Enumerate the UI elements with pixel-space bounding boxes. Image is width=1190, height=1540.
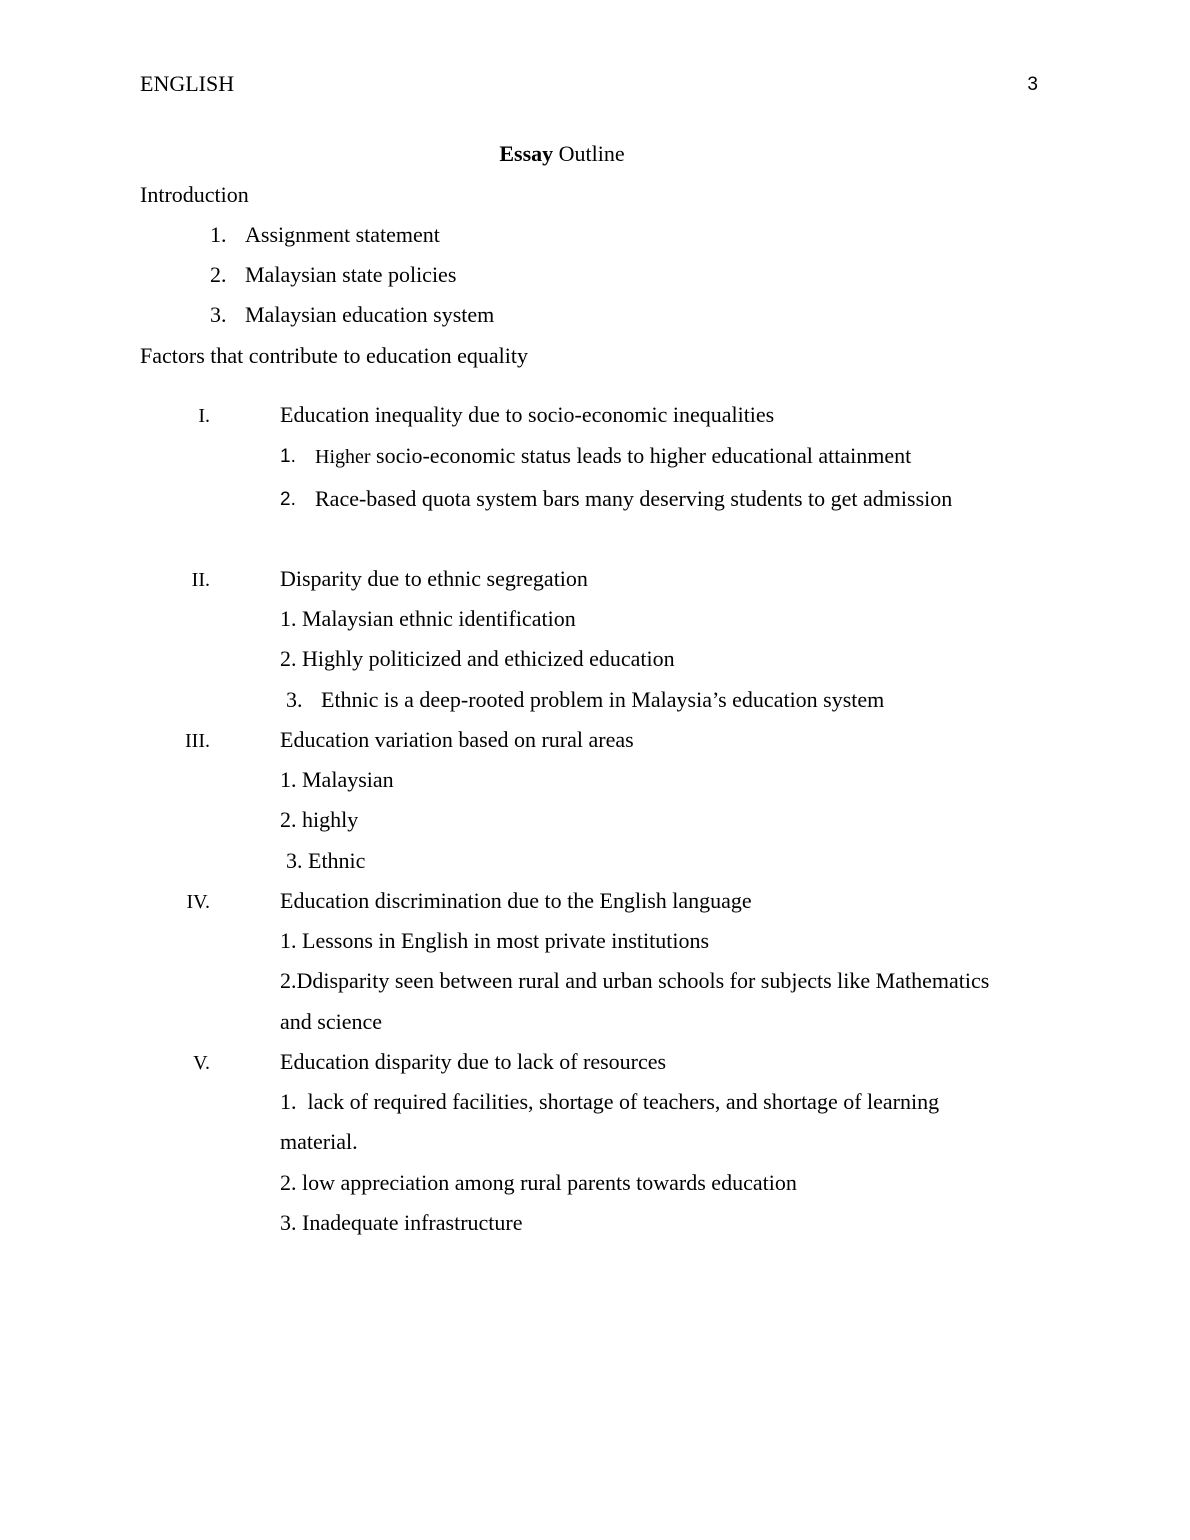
running-head: ENGLISH <box>140 71 235 96</box>
intro-item-3-num: 3. <box>210 302 227 327</box>
section-4-item-2: 2.Ddisparity seen between rural and urban schools for subjects like Mathematics <box>280 968 990 993</box>
section-3-numeral: III. <box>185 730 210 752</box>
section-1-numeral: I. <box>198 405 210 427</box>
section-3-item-3: 3. Ethnic <box>286 848 366 873</box>
section-1-item-2: Race-based quota system bars many deserving students to get admission <box>315 486 953 511</box>
section-4-item-2-cont: and science <box>280 1009 382 1034</box>
section-1-item-1-text: socio-economic status leads to higher educational attainment <box>370 443 912 468</box>
section-5-numeral: V. <box>193 1052 210 1074</box>
section-2-item-1: 1. Malaysian ethnic identification <box>280 606 576 631</box>
section-3-title: Education variation based on rural areas <box>280 727 634 752</box>
section-5-item-3: 3. Inadequate infrastructure <box>280 1210 523 1235</box>
section-1-item-1-num: 1. <box>280 446 296 467</box>
page-number: 3 <box>1027 74 1038 95</box>
section-1-item-2-num: 2. <box>280 489 296 510</box>
section-2-numeral: II. <box>191 569 210 591</box>
section-2-item-2: 2. Highly politicized and ethicized education <box>280 646 675 671</box>
section-3-item-1: 1. Malaysian <box>280 767 394 792</box>
section-4-title: Education discrimination due to the English language <box>280 888 752 913</box>
intro-item-1-num: 1. <box>210 222 227 247</box>
section-2-item-3: Ethnic is a deep-rooted problem in Malaysia’s education system <box>321 687 885 712</box>
intro-item-3: Malaysian education system <box>245 302 495 327</box>
introduction-heading: Introduction <box>140 182 249 207</box>
section-4-item-1: 1. Lessons in English in most private institutions <box>280 928 709 953</box>
section-1-item-1-lead: Higher <box>315 446 371 468</box>
title-bold: Essay <box>499 141 554 166</box>
factors-heading: Factors that contribute to education equality <box>140 343 528 368</box>
title-rest: Outline <box>553 141 625 166</box>
page-title <box>0 143 1124 165</box>
section-2-item-3-num: 3. <box>286 687 303 712</box>
section-3-item-2: 2. highly <box>280 807 359 832</box>
section-5-item-2: 2. low appreciation among rural parents towards education <box>280 1170 797 1195</box>
section-5-item-1: 1. lack of required facilities, shortage of teachers, and shortage of learning <box>280 1089 940 1114</box>
intro-item-1: Assignment statement <box>245 222 440 247</box>
section-5-item-1-cont: material. <box>280 1129 358 1154</box>
section-5-title: Education disparity due to lack of resources <box>280 1049 667 1074</box>
intro-item-2-num: 2. <box>210 262 227 287</box>
intro-item-2: Malaysian state policies <box>245 262 457 287</box>
section-4-numeral: IV. <box>186 891 210 913</box>
section-1-item-1 <box>315 445 911 467</box>
section-1-title: Education inequality due to socio-economic inequalities <box>280 402 775 427</box>
section-2-title: Disparity due to ethnic segregation <box>280 566 588 591</box>
